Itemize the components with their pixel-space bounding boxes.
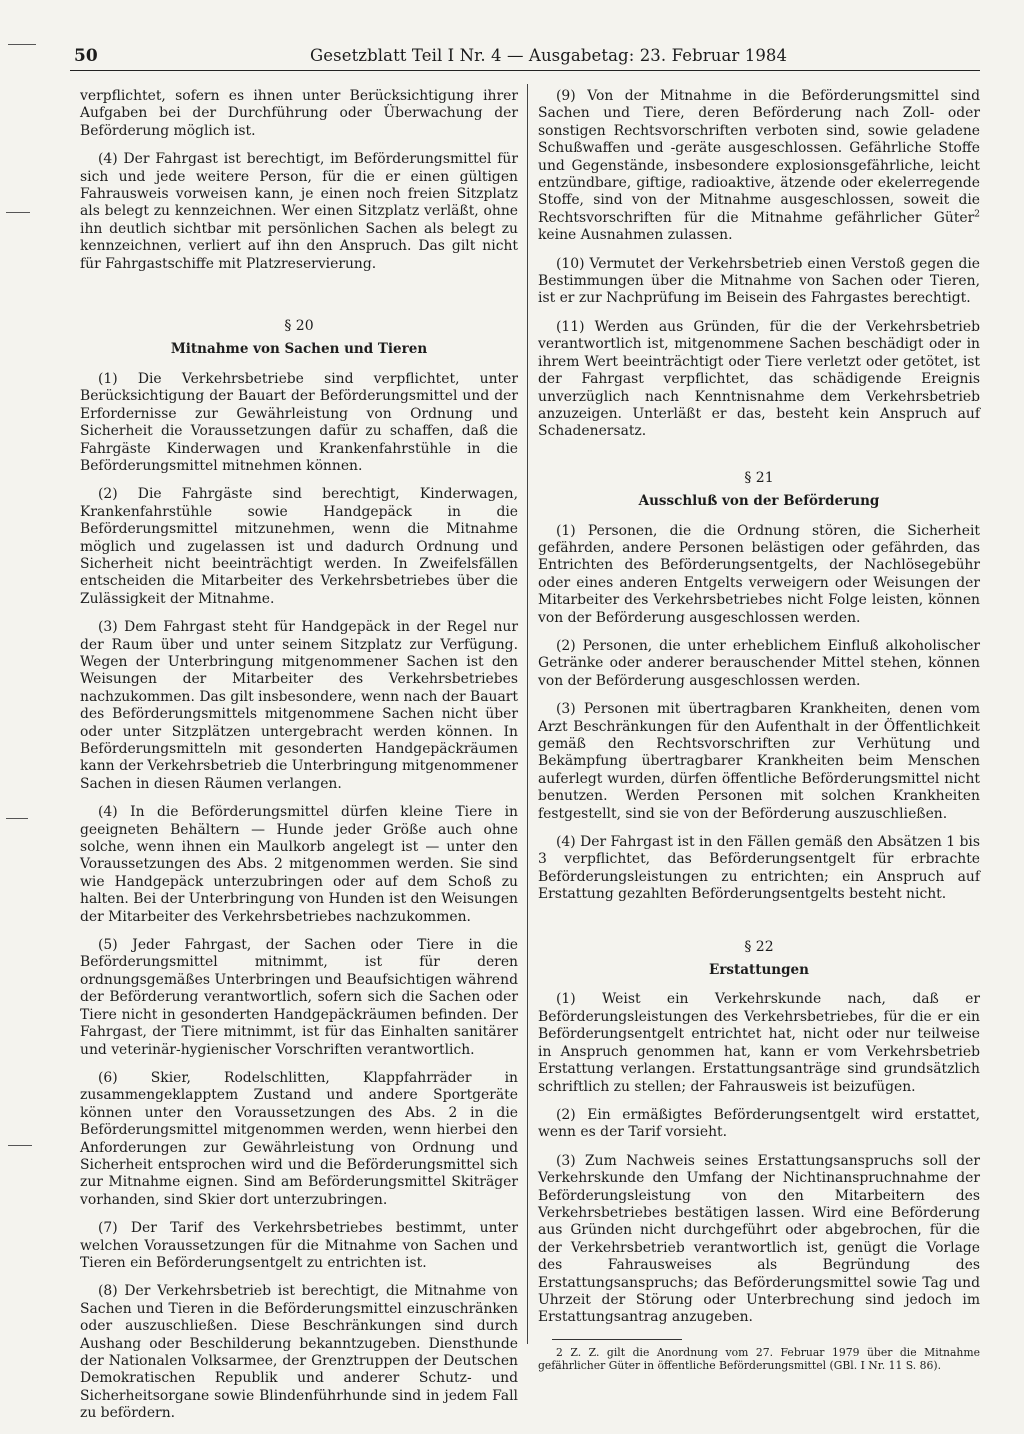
paragraph-21-3: (3) Personen mit übertragbaren Krankheiten, denen vom Arzt Beschränkungen für den Aufenthalt in der Öffentlichkeit gemäß den Rechtsvorschriften zur Verhütung und Bekämpfung übertragbarer Krankheiten beim Menschen auferlegt wurden, dürfen öffentliche Beförderungsmittel nicht benutzen. Werden Personen mit solchen Krankheiten festgestellt, sind sie von der Beförderung auszuschließen. xyxy=(538,701,980,822)
paragraph-22-2: (2) Ein ermäßigtes Beförderungsentgelt wird erstattet, wenn es der Tarif vorsieht. xyxy=(538,1106,980,1141)
paragraph-20-6: (6) Skier, Rodelschlitten, Klappfahrräder in zusammengeklapptem Zustand und andere Sportgeräte können unter den Voraussetzungen des Abs. 2 in die Beförderungsmittel mitgenommen werden, wenn hierbei den Anforderungen zur Gewährleistung von Ordnung und Sicherheit entsprochen wird und die Beförderungsmittel sich zur Mitnahme eignen. Sind am Beförderungsmittel Skiträger vorhanden, sind Skier dort unterzubringen. xyxy=(80,1069,518,1208)
paragraph-20-7: (7) Der Tarif des Verkehrsbetriebes bestimmt, unter welchen Voraussetzungen für die Mitnahme von Sachen und Tieren ein Beförderungsentgelt zu entrichten ist. xyxy=(80,1220,518,1271)
page-header xyxy=(70,44,980,71)
column-divider xyxy=(527,84,528,1344)
footnote: 2 Z. Z. gilt die Anordnung vom 27. Februar 1979 über die Mitnahme gefährlicher Güter in öffentliche Beförderungsmittel (GBl. I Nr. 11 S. 86). xyxy=(538,1345,980,1372)
paragraph-19-4: (4) Der Fahrgast ist berechtigt, im Beförderungsmittel für sich und jede weitere Person, für die er einen gültigen Fahrausweis vorweisen kann, je einen noch freien Sitzplatz als belegt zu kennzeichnen. Wer einen Sitzplatz verläßt, ohne ihn deutlich sichtbar mit persönlichen Sachen als belegt zu kennzeichnen, verliert auf ihn den Anspruch. Das gilt nicht für Fahrgastschiffe mit Platzreservierung. xyxy=(80,151,518,272)
paragraph-20-1: (1) Die Verkehrsbetriebe sind verpflichtet, unter Berücksichtigung der Bauart der Beförderungsmittel und der Erfordernisse zur Gewährleistung von Ordnung und Sicherheit die Voraussetzungen dafür zu schaffen, daß die Fahrgäste Kinderwagen und Krankenfahrstühle in die Beförderungsmittel mitnehmen können. xyxy=(80,370,518,474)
paragraph-20-9-end: keine Ausnahmen zulassen. xyxy=(538,227,733,244)
section-number-21: § 21 xyxy=(744,469,774,486)
paragraph-20-10: (10) Vermutet der Verkehrsbetrieb einen Verstoß gegen die Bestimmungen über die Mitnahme von Sachen oder Tieren, ist er zur Nachprüfung im Beisein des Fahrgastes berechtigt. xyxy=(538,255,980,307)
running-head: Gesetzblatt Teil I Nr. 4 — Ausgabetag: 23. Februar 1984 xyxy=(310,46,788,65)
footnote-reference: 2 xyxy=(974,209,980,220)
paragraph-20-5: (5) Jeder Fahrgast, der Sachen oder Tiere in die Beförderungsmittel mitnimmt, ist für deren ordnungsgemäßes Unterbringen und Beaufsichtigen während der Beförderung verantwortlich, sofern sich die Sachen oder Tiere nicht in gesonderten Handgepäckräumen befinden. Der Fahrgast, der Tiere mitnimmt, ist für das Einhalten sanitärer und veterinär-hygienischer Vorschriften verantwortlich. xyxy=(80,937,518,1058)
margin-mark xyxy=(6,212,30,213)
right-column xyxy=(538,88,980,1383)
footnote-rule xyxy=(552,1339,682,1340)
section-title-22: Erstattungen xyxy=(709,962,809,979)
continued-paragraph: verpflichtet, sofern es ihnen unter Berücksichtigung ihrer Aufgaben bei der Durchführung oder Überwachung der Beförderung möglich ist. xyxy=(80,88,518,139)
paragraph-20-9 xyxy=(538,88,980,245)
paragraph-20-11: (11) Werden aus Gründen, für die der Verkehrsbetrieb verantwortlich ist, mitgenommene Sachen beschädigt oder in ihrem Wert beeinträchtigt oder Tiere verletzt oder getötet, ist der Fahrgast verpflichtet, das schädigende Ereignis unverzüglich nach Kenntnisnahme dem Verkehrsbetrieb anzuzeigen. Unterläßt er das, besteht kein Anspruch auf Schadenersatz. xyxy=(538,318,980,440)
section-number-20: § 20 xyxy=(284,318,314,335)
paragraph-21-1: (1) Personen, die die Ordnung stören, die Sicherheit gefährden, andere Personen belästigen oder gefährden, das Entrichten des Beförderungsentgelts, der Nachlösegebühr oder eines anderen Entgelts verweigern oder Weisungen der Mitarbeiter des Verkehrsbetriebes nicht Folge leisten, können von der Beförderung ausgeschlossen werden. xyxy=(538,522,980,626)
section-title-21: Ausschluß von der Beförderung xyxy=(638,493,880,510)
paragraph-22-3: (3) Zum Nachweis seines Erstattungsanspruchs soll der Verkehrskunde den Umfang der Nichtinanspruchnahme der Beförderungsleistung von den Mitarbeitern des Verkehrsbetriebes bestätigen lassen. Wird eine Beförderung aus Gründen nicht durchgeführt oder abgebrochen, für die der Verkehrsbetrieb verantwortlich ist, genügt die Vorlage des Fahrausweises als Begründung des Erstattungsanspruchs; das Beförderungsmittel sowie Tag und Uhrzeit der Störung oder Unterbrechung sind jedoch im Erstattungsantrag anzugeben. xyxy=(538,1152,980,1326)
margin-mark xyxy=(8,1145,32,1146)
left-column xyxy=(80,88,518,1434)
paragraph-20-9-text: (9) Von der Mitnahme in die Beförderungsmittel sind Sachen und Tiere, deren Beförderung nach Zoll- oder sonstigen Rechtsvorschriften verboten sind, sowie geladene Schußwaffen und -geräte ausgeschlossen. Gefährliche Stoffe und Gegenstände, insbesondere explosionsgefährliche, leicht entzündbare, giftige, radioaktive, ätzende oder ekelerregende Stoffe, sind von der Mitnahme ausgeschlossen, soweit die Rechtsvorschriften für die Mitnahme gefährlicher Güter xyxy=(538,88,980,226)
margin-mark xyxy=(6,818,28,819)
paragraph-21-4: (4) Der Fahrgast ist in den Fällen gemäß den Absätzen 1 bis 3 verpflichtet, das Beförderungsentgelt für erbrachte Beförderungsleistungen zu entrichten; ein Anspruch auf Erstattung gezahlten Beförderungsentgelts besteht nicht. xyxy=(538,834,980,903)
paragraph-20-2: (2) Die Fahrgäste sind berechtigt, Kinderwagen, Krankenfahrstühle sowie Handgepäck in die Beförderungsmittel mitzunehmen, wenn die Mitnahme möglich und zugelassen ist und dadurch Ordnung und Sicherheit nicht beeinträchtigt werden. In Zweifelsfällen entscheiden die Mitarbeiter des Verkehrsbetriebes über die Zulässigkeit der Mitnahme. xyxy=(80,486,518,607)
paragraph-20-3: (3) Dem Fahrgast steht für Handgepäck in der Regel nur der Raum über und unter seinem Sitzplatz zur Verfügung. Wegen der Unterbringung mitgenommener Sachen ist den Weisungen der Mitarbeiter des Verkehrsbetriebes nachzukommen. Das gilt insbesondere, wenn nach der Bauart des Beförderungsmittels mitgenommene Sachen nicht über oder unter Sitzplätzen untergebracht werden können. In Beförderungsmitteln mit gesonderten Handgepäckräumen kann der Verkehrsbetrieb die Unterbringung mitgenommener Sachen in diesen Räumen verlangen. xyxy=(80,619,518,792)
paragraph-20-4: (4) In die Beförderungsmittel dürfen kleine Tiere in geeigneten Behältern — Hunde jeder Größe auch ohne solche, wenn ihnen ein Maulkorb angelegt ist — unter den Voraussetzungen des Abs. 2 mitgenommen werden. Sie sind wie Handgepäck unterzubringen oder auf dem Schoß zu halten. Bei der Unterbringung von Hunden ist den Weisungen der Mitarbeiter des Verkehrsbetriebes nachzukommen. xyxy=(80,804,518,925)
section-title-20: Mitnahme von Sachen und Tieren xyxy=(170,341,428,358)
paragraph-22-1: (1) Weist ein Verkehrskunde nach, daß er Beförderungsleistungen des Verkehrsbetriebes, für die er ein Beförderungsentgelt entrichtet hat, nicht oder nur teilweise in Anspruch genommen hat, kann er vom Verkehrsbetrieb Erstattung verlangen. Erstattungsanträge sind grundsätzlich schriftlich zu stellen; der Fahrausweis ist beizufügen. xyxy=(538,991,980,1095)
page-number: 50 xyxy=(74,46,98,66)
margin-mark xyxy=(8,44,36,45)
section-number-22: § 22 xyxy=(744,938,774,955)
paragraph-21-2: (2) Personen, die unter erheblichem Einfluß alkoholischer Getränke oder anderer berauschender Mittel stehen, können von der Beförderung ausgeschlossen werden. xyxy=(538,637,980,689)
paragraph-20-8: (8) Der Verkehrsbetrieb ist berechtigt, die Mitnahme von Sachen und Tieren in die Beförderungsmittel einzuschränken oder auszuschließen. Diese Beschränkungen sind durch Aushang oder Beschilderung bekanntzugeben. Diensthunde der Nationalen Volksarmee, der Grenztruppen der Deutschen Demokratischen Republik und anderer Schutz- und Sicherheitsorgane sowie Blindenführhunde sind in jedem Fall zu befördern. xyxy=(80,1283,518,1422)
